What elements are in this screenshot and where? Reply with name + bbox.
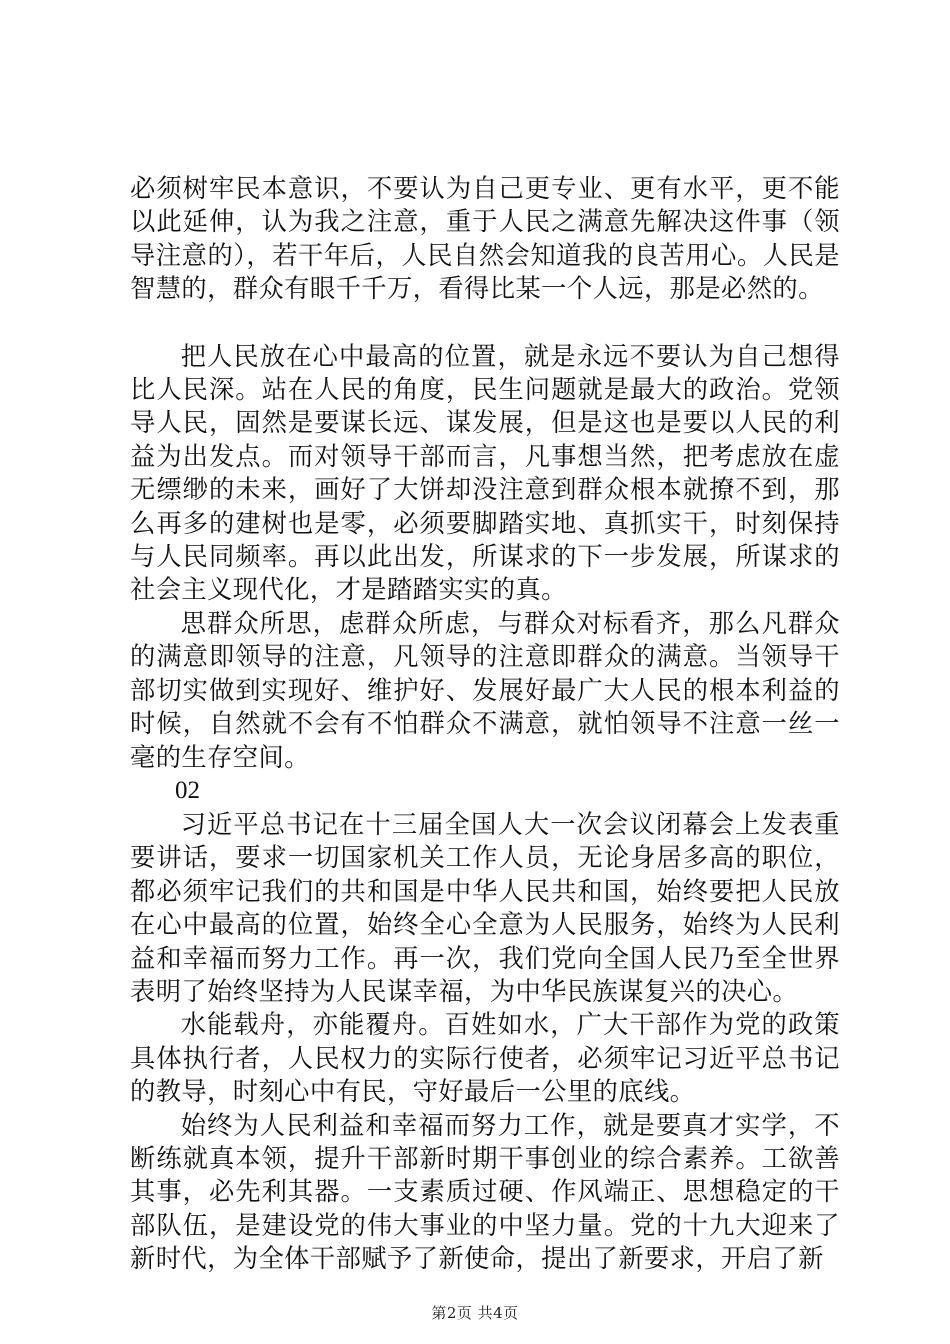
- paragraph-3: 思群众所思，虑群众所虑，与群众对标看齐，那么凡群众的满意即领导的注意，凡领导的注意即群众的满意。当领导干部切实做到实现好、维护好、发展好最广大人民的根本利益的时候，自然就不会有不怕群众不满意，就怕领导不注意一丝一毫的生存空间。: [130, 608, 840, 772]
- paragraph-2: 把人民放在心中最高的位置，就是永远不要认为自己想得比人民深。站在人民的角度，民生问题就是最大的政治。党领导人民，固然是要谋长远、谋发展，但是这也是要以人民的利益为出发点。而对领导干部而言，凡事想当然，把考虑放在虚无缥缈的未来，画好了大饼却没注意到群众根本就撩不到，那么再多的建树也是零，必须要脚踏实地、真抓实干，时刻保持与人民同频率。再以此出发，所谋求的下一步发展，所谋求的社会主义现代化，才是踏踏实实的真。: [130, 341, 840, 605]
- page-footer: 第2页 共4页: [431, 1304, 519, 1322]
- paragraph-1: 必须树牢民本意识，不要认为自己更专业、更有水平，更不能以此延伸，认为我之注意，重于人民之满意先解决这件事（领导注意的），若干年后，人民自然会知道我的良苦用心。人民是智慧的，群众有眼千千万，看得比某一个人远，那是必然的。: [130, 174, 840, 304]
- paragraph-5: 水能载舟，亦能覆舟。百姓如水，广大干部作为党的政策具体执行者，人民权力的实际行使者，必须牢记习近平总书记的教导，时刻心中有民，守好最后一公里的底线。: [130, 1010, 840, 1107]
- section-number: 02: [175, 776, 200, 804]
- paragraph-4: 习近平总书记在十三届全国人大一次会议闭幕会上发表重要讲话，要求一切国家机关工作人员，无论身居多高的职位，都必须牢记我们的共和国是中华人民共和国，始终要把人民放在心中最高的位置，始终全心全意为人民服务，始终为人民利益和幸福而努力工作。再一次，我们党向全国人民乃至全世界表明了始终坚持为人民谋幸福，为中华民族谋复兴的决心。: [130, 809, 840, 1006]
- document-body: [130, 172, 840, 1276]
- paragraph-6: 始终为人民利益和幸福而努力工作，就是要真才实学，不断练就真本领，提升干部新时期干事创业的综合素养。工欲善其事，必先利其器。一支素质过硬、作风端正、思想稳定的干部队伍，是建设党的伟大事业的中坚力量。党的十九大迎来了新时代，为全体干部赋予了新使命，提出了新要求，开启了新: [130, 1110, 840, 1274]
